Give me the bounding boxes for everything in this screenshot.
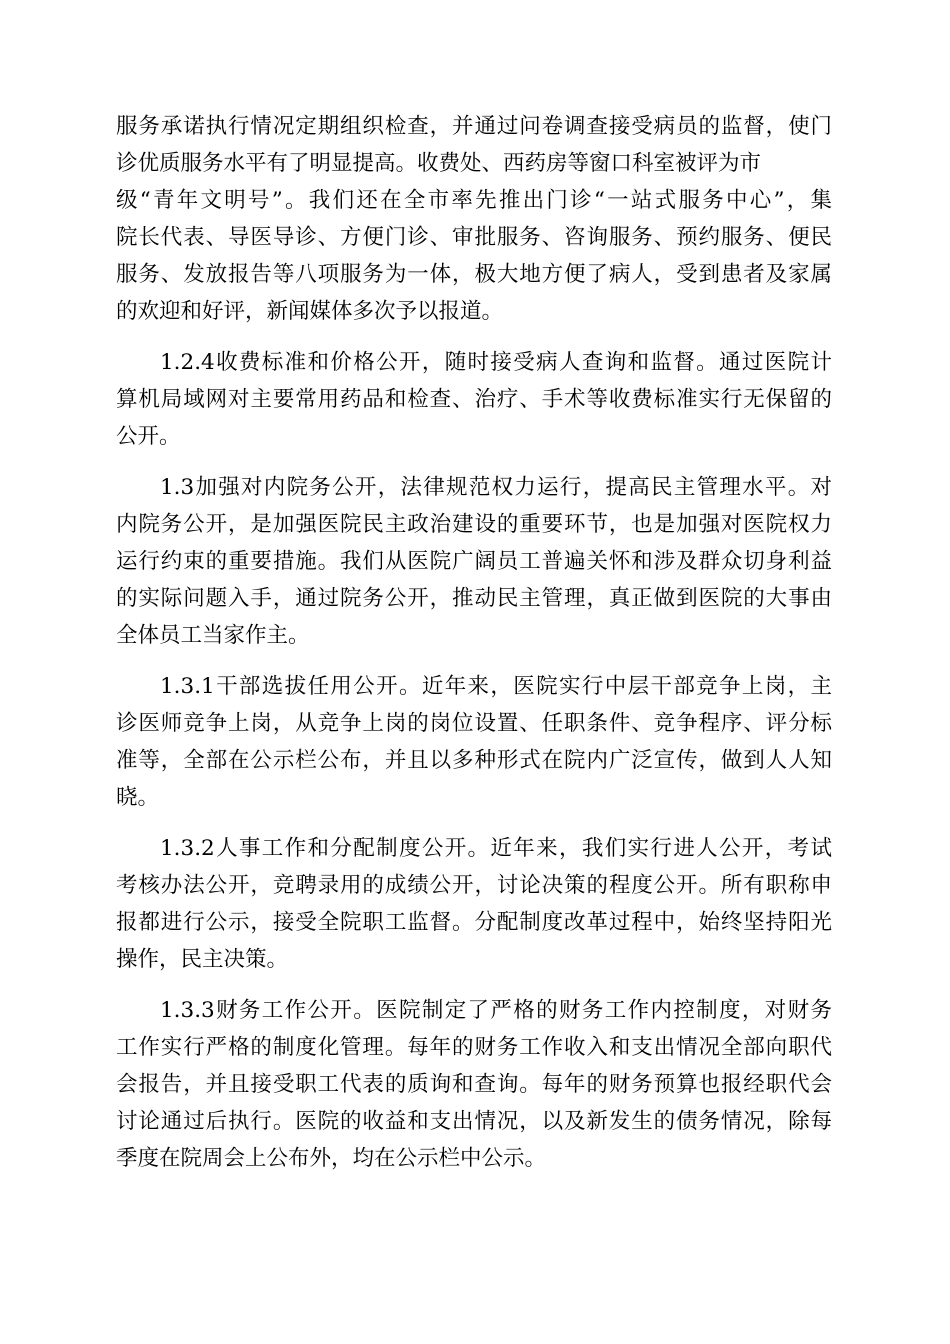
text-line: 报都进行公示，接受全院职工监督。分配制度改革过程中，始终坚持阳光 [116, 910, 832, 935]
text-line: 公开。 [116, 424, 181, 449]
text-line: 诊医师竞争上岗，从竞争上岗的岗位设置、任职条件、竞争程序、评分标 [116, 711, 832, 736]
text-line: 级“青年文明号”。我们还在全市率先推出门诊“一站式服务中心”，集 [116, 188, 832, 213]
text-line: 的欢迎和好评，新闻媒体多次予以报道。 [116, 299, 504, 324]
text-line: 院长代表、导医导诊、方便门诊、审批服务、咨询服务、预约服务、便民 [116, 225, 832, 250]
text-line: 准等，全部在公示栏公布，并且以多种形式在院内广泛宣传，做到人人知 [116, 748, 832, 773]
paragraph [116, 830, 832, 978]
text-line: 工作实行严格的制度化管理。每年的财务工作收入和支出情况全部向职代 [116, 1035, 832, 1060]
text-line: 内院务公开，是加强医院民主政治建设的重要环节，也是加强对医院权力 [116, 512, 832, 537]
text-line: 服务、发放报告等八项服务为一体，极大地方便了病人，受到患者及家属 [116, 262, 832, 287]
paragraph [116, 108, 832, 330]
text-line: 1.2.4收费标准和价格公开，随时接受病人查询和监督。通过医院计 [160, 350, 832, 375]
text-line: 季度在院周会上公布外，均在公示栏中公示。 [116, 1146, 547, 1171]
text-line: 讨论通过后执行。医院的收益和支出情况，以及新发生的债务情况，除每 [116, 1109, 832, 1134]
text-line: 晓。 [116, 785, 160, 810]
paragraph [116, 344, 832, 455]
document-body [116, 108, 832, 1191]
text-line: 考核办法公开，竞聘录用的成绩公开，讨论决策的程度公开。所有职称申 [116, 873, 832, 898]
text-line: 全体员工当家作主。 [116, 623, 310, 648]
text-line: 诊优质服务水平有了明显提高。收费处、西药房等窗口科室被评为市 [116, 151, 762, 176]
text-line: 运行约束的重要措施。我们从医院广阔员工普遍关怀和涉及群众切身利益 [116, 549, 832, 574]
text-line: 服务承诺执行情况定期组织检查，并通过问卷调查接受病员的监督，使门 [116, 114, 832, 139]
text-line: 操作，民主决策。 [116, 947, 289, 972]
text-line: 1.3.2人事工作和分配制度公开。近年来，我们实行进人公开，考试 [160, 836, 832, 861]
text-line: 1.3.3财务工作公开。医院制定了严格的财务工作内控制度，对财务 [160, 998, 832, 1023]
paragraph [116, 992, 832, 1177]
text-line: 1.3.1干部选拔任用公开。近年来，医院实行中层干部竞争上岗，主 [160, 674, 832, 699]
text-line: 会报告，并且接受职工代表的质询和查询。每年的财务预算也报经职代会 [116, 1072, 832, 1097]
paragraph [116, 469, 832, 654]
text-line: 的实际问题入手，通过院务公开，推动民主管理，真正做到医院的大事由 [116, 586, 832, 611]
paragraph [116, 668, 832, 816]
text-line: 算机局域网对主要常用药品和检查、治疗、手术等收费标准实行无保留的 [116, 387, 832, 412]
text-line: 1.3加强对内院务公开，法律规范权力运行，提高民主管理水平。对 [160, 475, 832, 500]
